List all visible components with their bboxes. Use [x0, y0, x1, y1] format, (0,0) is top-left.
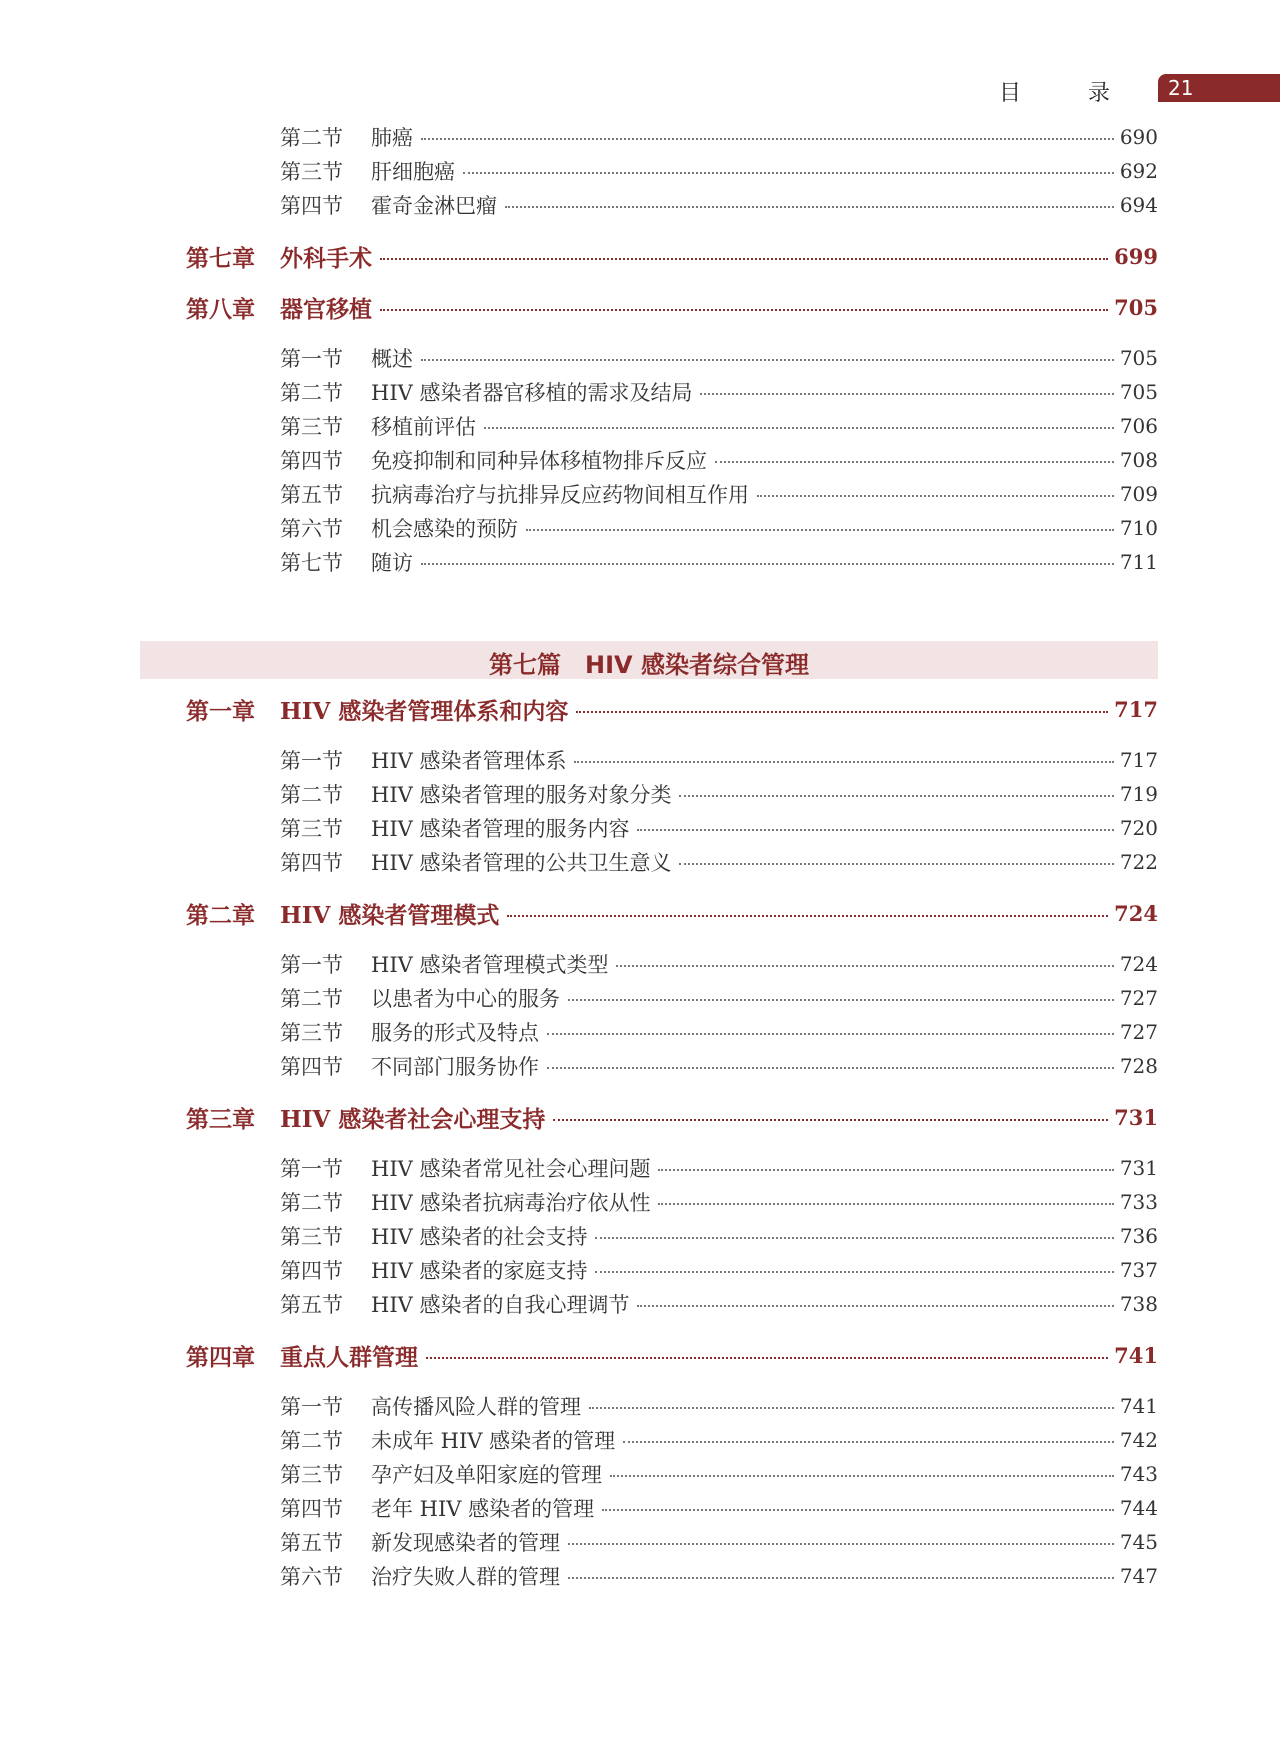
section-title: 未成年 HIV 感染者的管理	[371, 1429, 616, 1453]
section-page-number: 709	[1119, 482, 1158, 506]
section-title: HIV 感染者的自我心理调节	[371, 1293, 630, 1317]
dot-leader	[623, 1441, 1114, 1443]
section-title: 随访	[371, 551, 413, 575]
dot-leader	[568, 999, 1114, 1001]
toc-section-row[interactable]	[0, 813, 1280, 843]
dot-leader	[507, 915, 1108, 917]
toc-chapter-row[interactable]	[0, 898, 1280, 928]
dot-leader	[576, 711, 1108, 713]
section-page-number: 708	[1119, 448, 1158, 472]
chapter-page-number: 741	[1114, 1342, 1158, 1368]
toc-chapter-row[interactable]	[0, 694, 1280, 724]
toc-section-row[interactable]	[0, 1561, 1280, 1591]
toc-section-row[interactable]	[0, 1051, 1280, 1081]
section-label: 第二节	[280, 1191, 343, 1215]
dot-leader	[715, 461, 1114, 463]
toc-section-row[interactable]	[0, 1425, 1280, 1455]
dot-leader	[426, 1357, 1108, 1359]
section-title: HIV 感染者抗病毒治疗依从性	[371, 1191, 651, 1215]
toc-section-row[interactable]	[0, 1527, 1280, 1557]
chapter-label: 第八章	[186, 295, 255, 323]
section-title: HIV 感染者的社会支持	[371, 1225, 588, 1249]
page-number-tab	[1158, 74, 1280, 102]
chapter-label: 第七章	[186, 244, 255, 272]
section-title: HIV 感染者器官移植的需求及结局	[371, 381, 693, 405]
section-label: 第二节	[280, 987, 343, 1011]
section-label: 第二节	[280, 126, 343, 150]
section-page-number: 738	[1119, 1292, 1158, 1316]
section-page-number: 737	[1119, 1258, 1158, 1282]
dot-leader	[380, 258, 1108, 260]
section-label: 第六节	[280, 1565, 343, 1589]
toc-section-row[interactable]	[0, 547, 1280, 577]
dot-leader	[568, 1577, 1114, 1579]
dot-leader	[602, 1509, 1114, 1511]
toc-section-row[interactable]	[0, 1459, 1280, 1489]
section-label: 第四节	[280, 449, 343, 473]
dot-leader	[568, 1543, 1114, 1545]
dot-leader	[553, 1119, 1108, 1121]
dot-leader	[589, 1407, 1114, 1409]
toc-section-row[interactable]	[0, 479, 1280, 509]
section-title: HIV 感染者管理的服务内容	[371, 817, 630, 841]
chapter-label: 第四章	[186, 1343, 255, 1371]
dot-leader	[421, 563, 1114, 565]
section-label: 第一节	[280, 347, 343, 371]
page-number: 21	[1168, 76, 1194, 100]
part-title: 第七篇 HIV 感染者综合管理	[489, 651, 809, 679]
chapter-page-number: 705	[1114, 294, 1158, 320]
dot-leader	[595, 1237, 1113, 1239]
toc-section-row[interactable]	[0, 1255, 1280, 1285]
section-title: 不同部门服务协作	[371, 1055, 539, 1079]
section-page-number: 736	[1119, 1224, 1158, 1248]
section-label: 第三节	[280, 160, 343, 184]
section-page-number: 706	[1119, 414, 1158, 438]
toc-section-row[interactable]	[0, 745, 1280, 775]
section-page-number: 711	[1119, 550, 1158, 574]
dot-leader	[547, 1067, 1114, 1069]
toc-section-row[interactable]	[0, 1493, 1280, 1523]
section-label: 第四节	[280, 1055, 343, 1079]
section-title: HIV 感染者的家庭支持	[371, 1259, 588, 1283]
chapter-title: 器官移植	[280, 295, 372, 323]
toc-section-row[interactable]	[0, 1221, 1280, 1251]
section-page-number: 747	[1119, 1564, 1158, 1588]
chapter-page-number: 717	[1114, 696, 1158, 722]
section-label: 第四节	[280, 1259, 343, 1283]
section-title: HIV 感染者管理的公共卫生意义	[371, 851, 672, 875]
section-page-number: 724	[1119, 952, 1158, 976]
dot-leader	[526, 529, 1114, 531]
section-page-number: 727	[1119, 986, 1158, 1010]
section-label: 第三节	[280, 415, 343, 439]
section-page-number: 745	[1119, 1530, 1158, 1554]
section-title: 霍奇金淋巴瘤	[371, 194, 497, 218]
chapter-page-number: 699	[1114, 243, 1158, 269]
section-label: 第二节	[280, 381, 343, 405]
section-label: 第三节	[280, 1225, 343, 1249]
dot-leader	[380, 309, 1108, 311]
toc-section-row[interactable]	[0, 411, 1280, 441]
toc-section-row[interactable]	[0, 445, 1280, 475]
dot-leader	[679, 795, 1113, 797]
section-title: 抗病毒治疗与抗排异反应药物间相互作用	[371, 483, 749, 507]
toc-chapter-row[interactable]	[0, 292, 1280, 322]
section-label: 第五节	[280, 1531, 343, 1555]
section-label: 第三节	[280, 817, 343, 841]
chapter-label: 第三章	[186, 1105, 255, 1133]
chapter-page-number: 731	[1114, 1104, 1158, 1130]
dot-leader	[421, 359, 1114, 361]
dot-leader	[595, 1271, 1113, 1273]
section-page-number: 690	[1119, 125, 1158, 149]
section-page-number: 710	[1119, 516, 1158, 540]
toc-section-row[interactable]	[0, 949, 1280, 979]
section-page-number: 705	[1119, 380, 1158, 404]
dot-leader	[679, 863, 1113, 865]
toc-section-row[interactable]	[0, 190, 1280, 220]
dot-leader	[616, 965, 1113, 967]
section-title: 老年 HIV 感染者的管理	[371, 1497, 595, 1521]
section-page-number: 719	[1119, 782, 1158, 806]
section-title: 机会感染的预防	[371, 517, 518, 541]
section-label: 第五节	[280, 1293, 343, 1317]
section-title: 治疗失败人群的管理	[371, 1565, 560, 1589]
section-title: HIV 感染者常见社会心理问题	[371, 1157, 651, 1181]
toc-section-row[interactable]	[0, 983, 1280, 1013]
section-title: HIV 感染者管理模式类型	[371, 953, 609, 977]
section-label: 第一节	[280, 1157, 343, 1181]
section-label: 第五节	[280, 483, 343, 507]
chapter-title: 外科手术	[280, 244, 372, 272]
chapter-page-number: 724	[1114, 900, 1158, 926]
toc-section-row[interactable]	[0, 779, 1280, 809]
section-label: 第一节	[280, 1395, 343, 1419]
section-title: 肺癌	[371, 126, 413, 150]
section-title: 高传播风险人群的管理	[371, 1395, 581, 1419]
section-label: 第一节	[280, 749, 343, 773]
dot-leader	[757, 495, 1114, 497]
chapter-title: HIV 感染者社会心理支持	[280, 1105, 546, 1133]
section-label: 第二节	[280, 1429, 343, 1453]
section-label: 第四节	[280, 194, 343, 218]
toc-section-row[interactable]	[0, 1187, 1280, 1217]
toc-chapter-row[interactable]	[0, 1102, 1280, 1132]
section-page-number: 692	[1119, 159, 1158, 183]
chapter-title: HIV 感染者管理体系和内容	[280, 697, 569, 725]
chapter-label: 第二章	[186, 901, 255, 929]
chapter-label: 第一章	[186, 697, 255, 725]
dot-leader	[505, 206, 1114, 208]
section-label: 第三节	[280, 1463, 343, 1487]
section-title: 免疫抑制和同种异体移植物排斥反应	[371, 449, 707, 473]
toc-section-row[interactable]	[0, 343, 1280, 373]
part-banner	[140, 641, 1158, 679]
section-page-number: 722	[1119, 850, 1158, 874]
section-title: 移植前评估	[371, 415, 476, 439]
dot-leader	[658, 1203, 1113, 1205]
toc-section-row[interactable]	[0, 1153, 1280, 1183]
toc-section-row[interactable]	[0, 513, 1280, 543]
section-page-number: 743	[1119, 1462, 1158, 1486]
section-page-number: 694	[1119, 193, 1158, 217]
toc-chapter-row[interactable]	[0, 1340, 1280, 1370]
toc-chapter-row[interactable]	[0, 241, 1280, 271]
section-page-number: 731	[1119, 1156, 1158, 1180]
section-label: 第二节	[280, 783, 343, 807]
section-title: HIV 感染者管理的服务对象分类	[371, 783, 672, 807]
section-label: 第四节	[280, 851, 343, 875]
section-page-number: 733	[1119, 1190, 1158, 1214]
section-label: 第三节	[280, 1021, 343, 1045]
toc-section-row[interactable]	[0, 122, 1280, 152]
toc-section-row[interactable]	[0, 1391, 1280, 1421]
section-title: 以患者为中心的服务	[371, 987, 560, 1011]
dot-leader	[610, 1475, 1114, 1477]
section-label: 第一节	[280, 953, 343, 977]
section-page-number: 728	[1119, 1054, 1158, 1078]
dot-leader	[547, 1033, 1114, 1035]
section-label: 第七节	[280, 551, 343, 575]
dot-leader	[637, 1305, 1113, 1307]
section-label: 第四节	[280, 1497, 343, 1521]
chapter-title: 重点人群管理	[280, 1343, 418, 1371]
toc-section-row[interactable]	[0, 1289, 1280, 1319]
section-page-number: 727	[1119, 1020, 1158, 1044]
running-header	[0, 74, 1280, 104]
section-title: 概述	[371, 347, 413, 371]
section-page-number: 744	[1119, 1496, 1158, 1520]
section-label: 第六节	[280, 517, 343, 541]
dot-leader	[484, 427, 1114, 429]
dot-leader	[658, 1169, 1113, 1171]
toc-section-row[interactable]	[0, 156, 1280, 186]
dot-leader	[637, 829, 1113, 831]
toc-section-row[interactable]	[0, 377, 1280, 407]
section-page-number: 720	[1119, 816, 1158, 840]
dot-leader	[700, 393, 1113, 395]
header-title: 目 录	[999, 81, 1140, 106]
section-page-number: 705	[1119, 346, 1158, 370]
dot-leader	[574, 761, 1113, 763]
chapter-title: HIV 感染者管理模式	[280, 901, 500, 929]
section-title: 新发现感染者的管理	[371, 1531, 560, 1555]
section-page-number: 742	[1119, 1428, 1158, 1452]
section-title: 肝细胞癌	[371, 160, 455, 184]
section-title: HIV 感染者管理体系	[371, 749, 567, 773]
dot-leader	[463, 172, 1114, 174]
toc-section-row[interactable]	[0, 847, 1280, 877]
toc-section-row[interactable]	[0, 1017, 1280, 1047]
section-title: 服务的形式及特点	[371, 1021, 539, 1045]
dot-leader	[421, 138, 1114, 140]
section-title: 孕产妇及单阳家庭的管理	[371, 1463, 602, 1487]
section-page-number: 717	[1119, 748, 1158, 772]
section-page-number: 741	[1119, 1394, 1158, 1418]
